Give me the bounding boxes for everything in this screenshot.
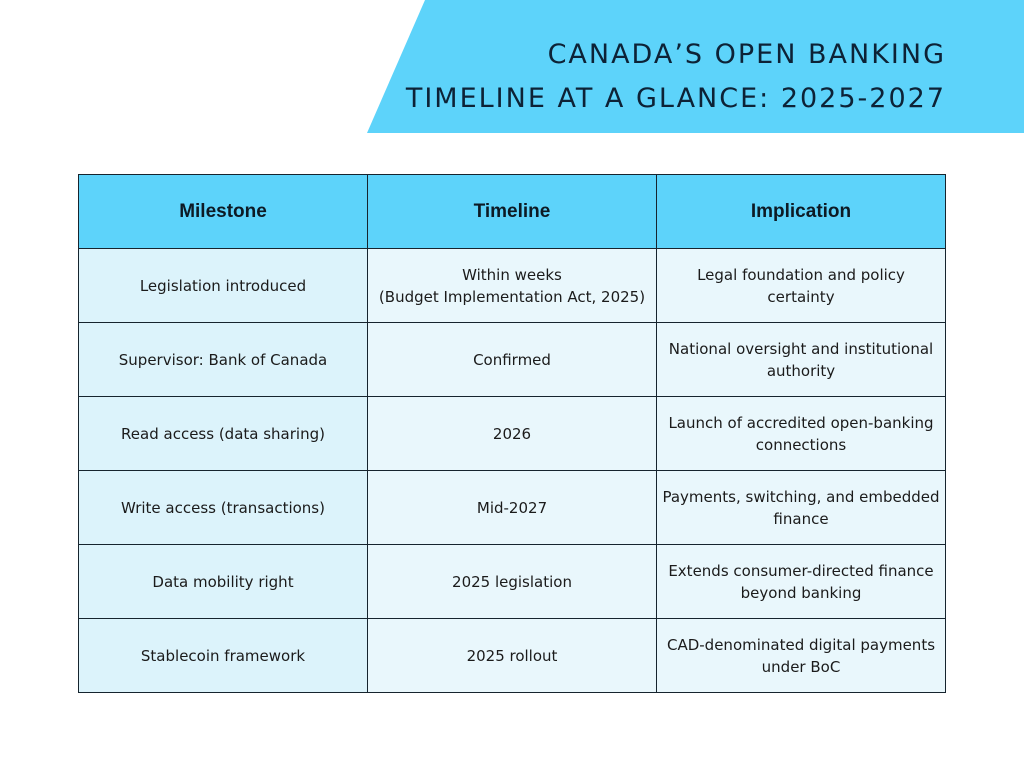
page-title (406, 33, 946, 121)
cell-text: Launch of accredited open-banking (668, 413, 934, 432)
cell-text: (Budget Implementation Act, 2025) (378, 287, 646, 306)
cell-text: Within weeks (462, 265, 562, 284)
cell-text: Supervisor: Bank of Canada (118, 350, 328, 369)
cell-text: National oversight and institutional (668, 339, 934, 358)
cell-text: certainty (767, 287, 835, 306)
table-header-row (79, 175, 946, 249)
cell-text: Data mobility right (152, 572, 294, 591)
milestone-cell (79, 619, 368, 693)
cell-text: connections (755, 435, 847, 454)
implication-cell (657, 619, 946, 693)
cell-text: Legislation introduced (139, 276, 307, 295)
cell-text: under BoC (761, 657, 841, 676)
timeline-cell (368, 471, 657, 545)
timeline-cell (368, 323, 657, 397)
milestone-cell (79, 545, 368, 619)
timeline-table (78, 174, 946, 693)
milestone-cell (79, 323, 368, 397)
timeline-cell (368, 619, 657, 693)
cell-text: authority (766, 361, 836, 380)
implication-cell (657, 471, 946, 545)
table-row (79, 619, 946, 693)
implication-cell (657, 545, 946, 619)
cell-text: finance (773, 509, 829, 528)
timeline-cell (368, 545, 657, 619)
implication-cell (657, 323, 946, 397)
cell-text: 2025 rollout (466, 646, 558, 665)
page-title-line-2: TIMELINE AT A GLANCE: 2025-2027 (405, 83, 946, 114)
cell-text: Extends consumer-directed finance (668, 561, 934, 580)
cell-text: Confirmed (473, 350, 551, 369)
cell-text: beyond banking (740, 583, 862, 602)
implication-cell (657, 249, 946, 323)
column-header-milestone: Milestone (79, 175, 368, 249)
column-header-implication: Implication (657, 175, 946, 249)
page-title-line-1: CANADA’S OPEN BANKING (547, 39, 946, 70)
cell-text: 2025 legislation (452, 572, 572, 591)
column-header-timeline: Timeline (368, 175, 657, 249)
milestone-cell (79, 471, 368, 545)
cell-text: Legal foundation and policy (697, 265, 905, 284)
table-row (79, 397, 946, 471)
table-row (79, 249, 946, 323)
cell-text: Write access (transactions) (121, 498, 325, 517)
cell-text: Read access (data sharing) (121, 424, 325, 443)
cell-text: CAD-denominated digital payments (666, 635, 936, 654)
timeline-cell (368, 397, 657, 471)
table-row (79, 471, 946, 545)
table-row (79, 545, 946, 619)
milestone-cell (79, 397, 368, 471)
table-row (79, 323, 946, 397)
cell-text: Payments, switching, and embedded (662, 487, 940, 506)
cell-text: 2026 (492, 424, 532, 443)
cell-text: Stablecoin framework (140, 646, 306, 665)
cell-text: Mid-2027 (476, 498, 548, 517)
implication-cell (657, 397, 946, 471)
table-body (79, 249, 946, 693)
milestone-cell (79, 249, 368, 323)
timeline-cell (368, 249, 657, 323)
